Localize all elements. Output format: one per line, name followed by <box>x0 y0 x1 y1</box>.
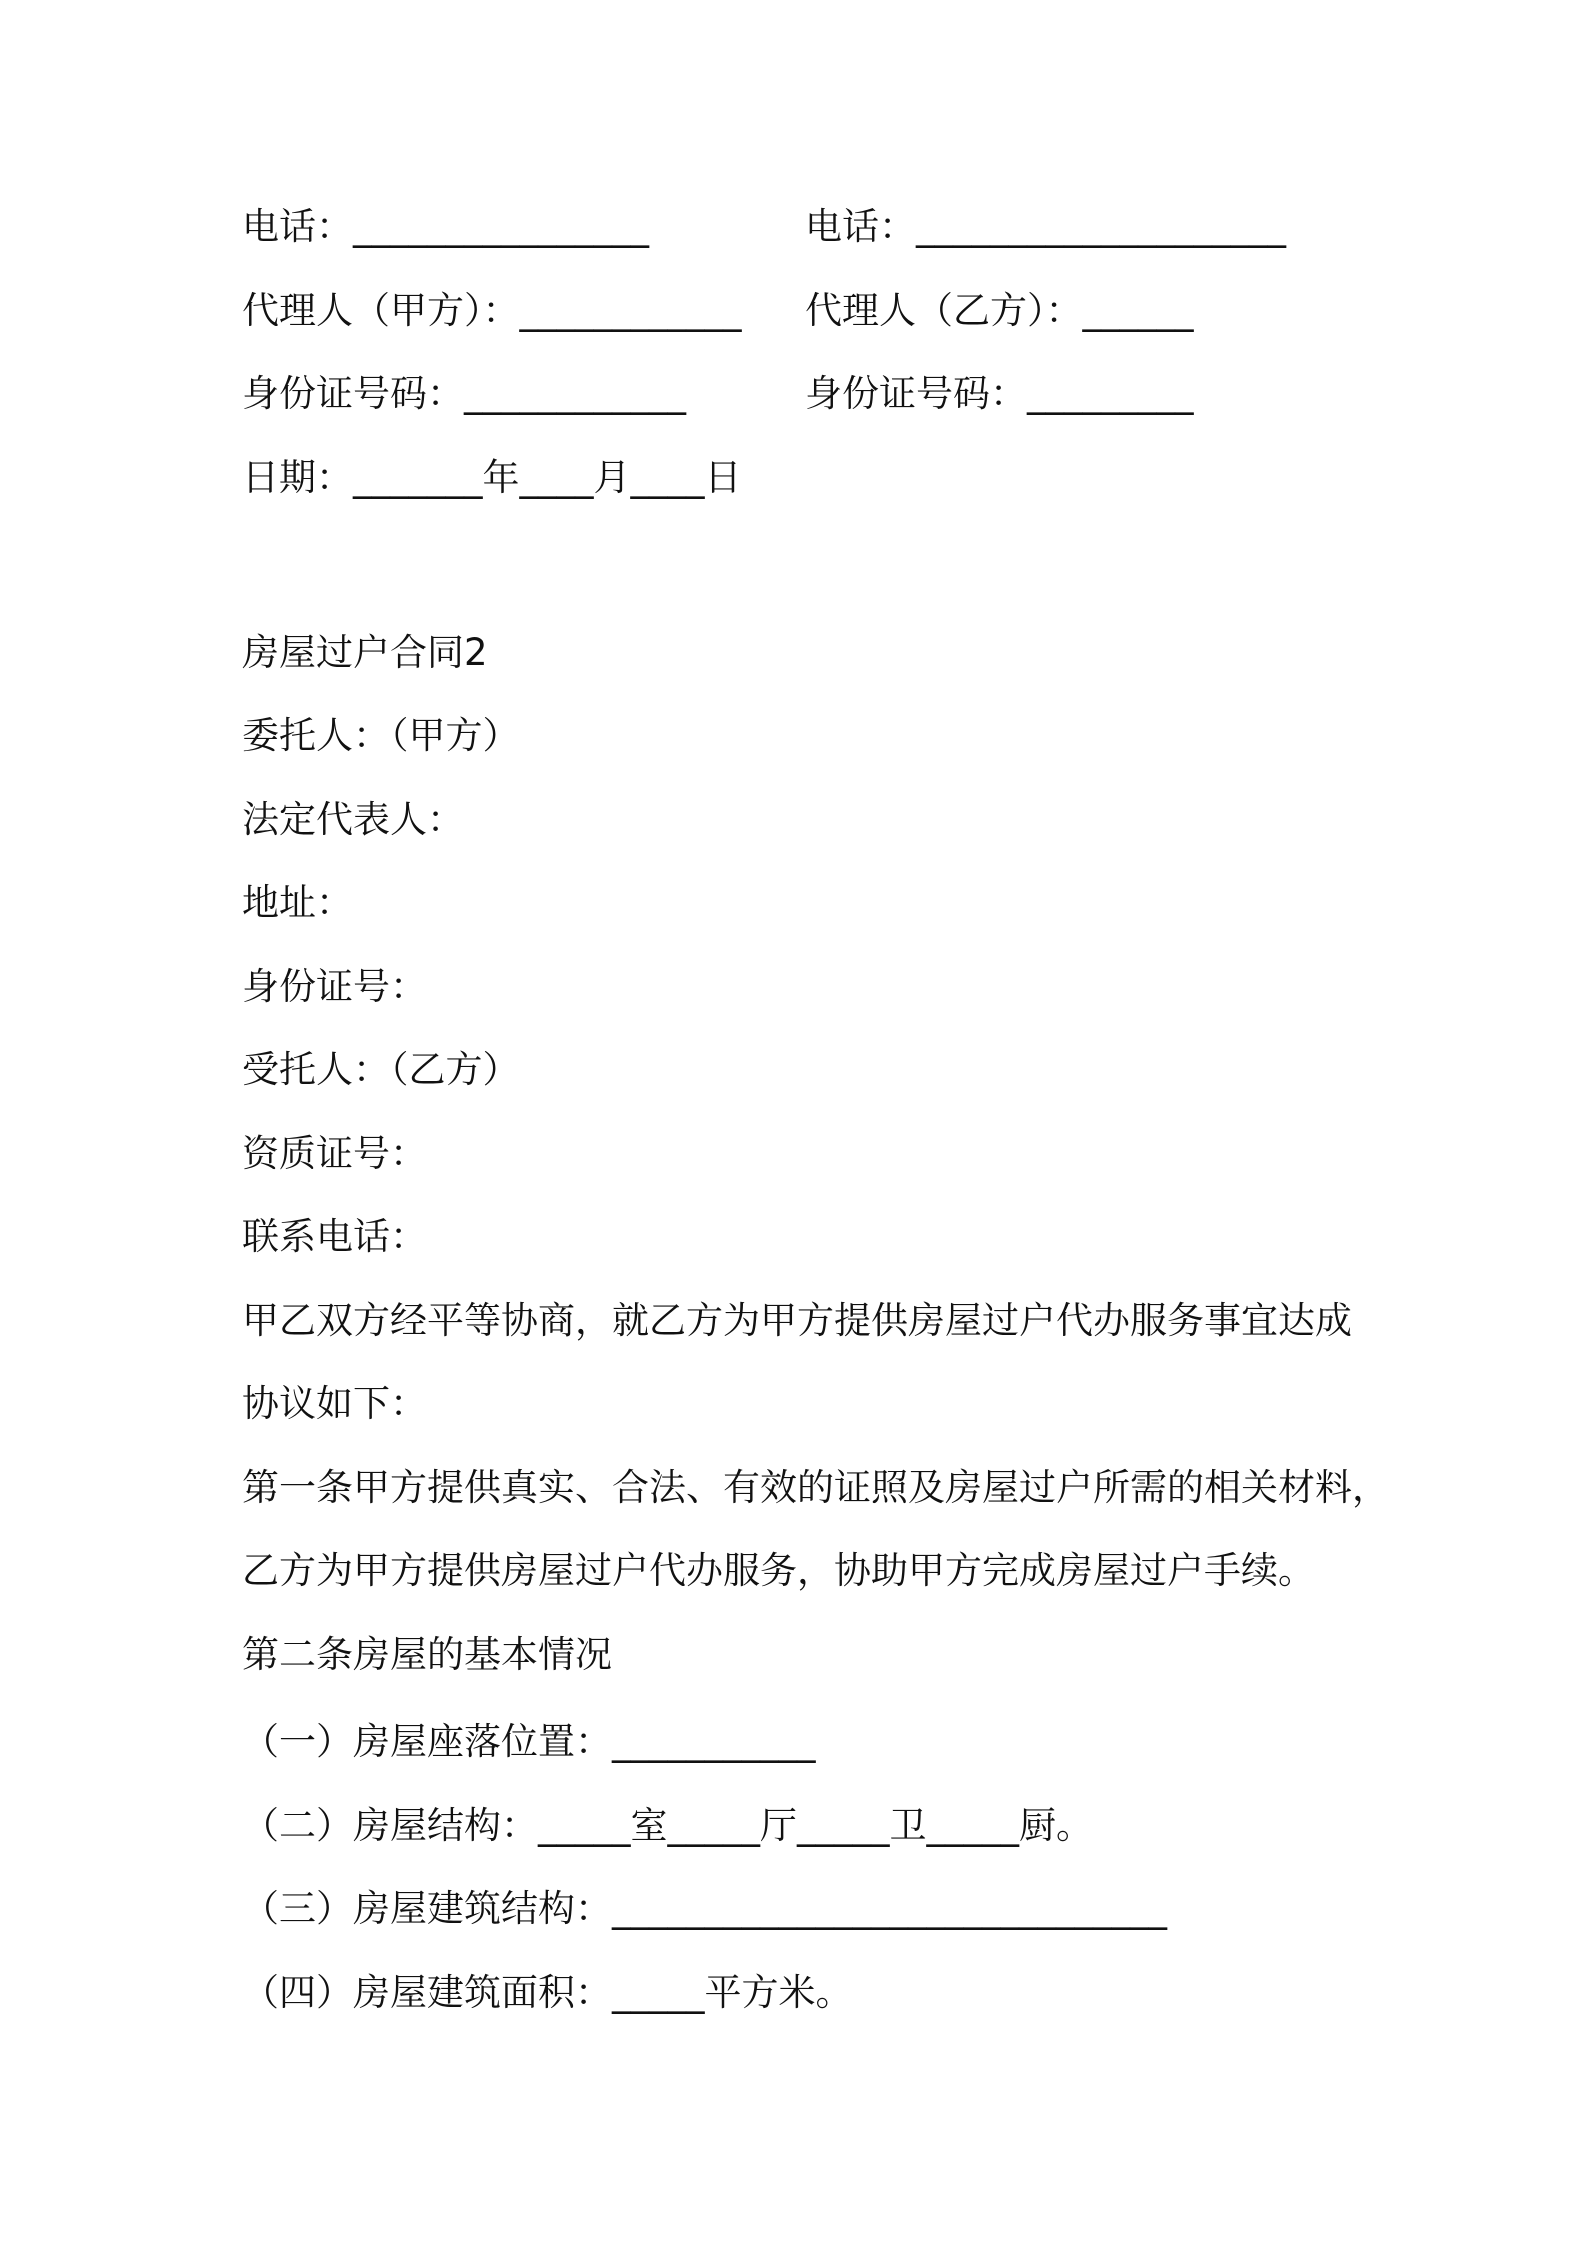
party-a-phone: 电话：________________ <box>242 205 649 248</box>
address-label: 地址： <box>242 881 353 924</box>
contact-phone-label: 联系电话： <box>242 1215 427 1258</box>
paragraph-line: 协议如下： <box>242 1382 427 1425</box>
paragraph-line: 乙方为甲方提供房屋过户代办服务，协助甲方完成房屋过户手续。 <box>242 1549 1315 1592</box>
party-b-agent: 代理人（乙方）：______ <box>805 289 1194 332</box>
principal-label: 委托人：（甲方） <box>242 714 520 757</box>
party-b-id-number: 身份证号码：_________ <box>805 372 1194 415</box>
signing-date: 日期：_______年____月____日 <box>242 456 742 499</box>
paragraph-line: 第一条甲方提供真实、合法、有效的证照及房屋过户所需的相关材料， <box>242 1466 1389 1509</box>
party-b-phone: 电话：____________________ <box>805 205 1286 248</box>
contract-title: 房屋过户合同2 <box>242 631 488 674</box>
party-a-id-number: 身份证号码：____________ <box>242 372 686 415</box>
article-two-heading: 第二条房屋的基本情况 <box>242 1633 612 1676</box>
agent-label: 受托人：（乙方） <box>242 1048 520 1091</box>
building-structure-item: （三）房屋建筑结构：______________________________ <box>242 1887 1167 1930</box>
id-number-label: 身份证号： <box>242 965 427 1008</box>
house-layout-item: （二）房屋结构：_____室_____厅_____卫_____厨。 <box>242 1804 1093 1847</box>
party-a-agent: 代理人（甲方）：____________ <box>242 289 742 332</box>
paragraph-line: 甲乙双方经平等协商，就乙方为甲方提供房屋过户代办服务事宜达成 <box>242 1299 1352 1342</box>
house-location-item: （一）房屋座落位置：___________ <box>242 1720 816 1763</box>
building-area-item: （四）房屋建筑面积：_____平方米。 <box>242 1971 853 2014</box>
legal-representative-label: 法定代表人： <box>242 798 464 841</box>
qualification-number-label: 资质证号： <box>242 1132 427 1175</box>
